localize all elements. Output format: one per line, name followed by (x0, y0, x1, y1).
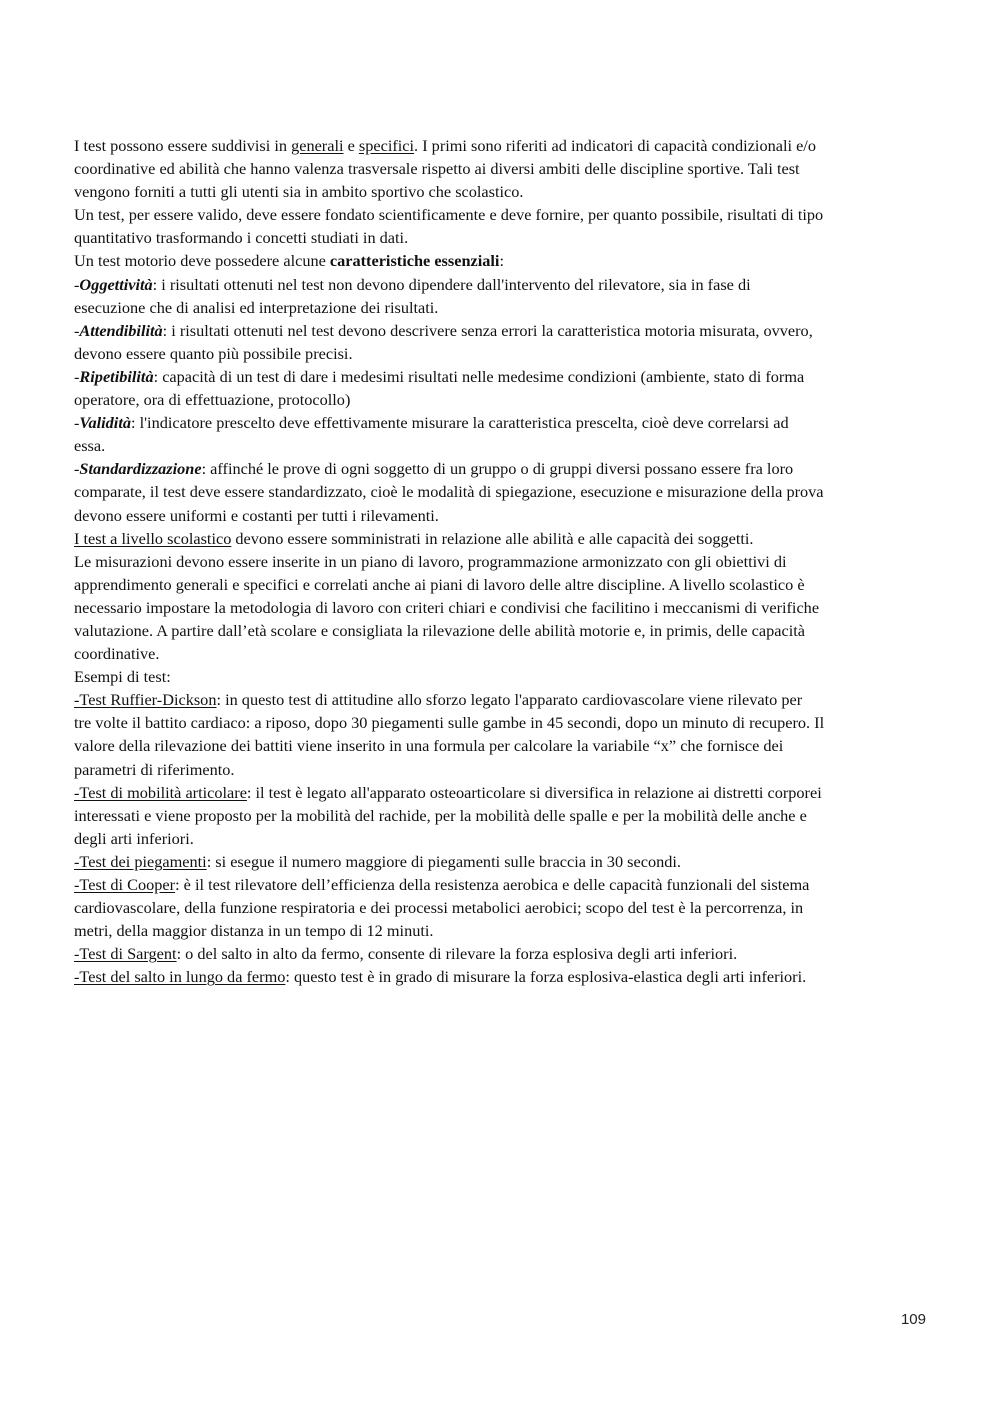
text-line (74, 734, 934, 757)
text-line (74, 273, 934, 296)
text-run: esecuzione che di analisi ed interpretazione dei risultati. (74, 297, 439, 317)
text-run: valore della rilevazione dei battiti viene inserito in una formula per calcolare la variabile “x” che fornisce dei (74, 736, 784, 756)
text-run: apprendimento generali e specifici e correlati anche ai piani di lavoro delle altre discipline. A livello scolastico è (74, 574, 805, 594)
text-line (74, 226, 934, 249)
text-line (74, 134, 934, 157)
text-run: metri, della maggior distanza in un tempo di 12 minuti. (74, 921, 434, 941)
text-run: coordinative ed abilità che hanno valenza trasversale rispetto ai diversi ambiti delle discipline sportive. Tali test (74, 159, 800, 179)
text-run: quantitativo trasformando i concetti studiati in dati. (74, 228, 409, 248)
text-line (74, 480, 934, 503)
text-run: - (74, 459, 80, 479)
bold-italic-term: Oggettività (79, 274, 153, 294)
text-run: e (343, 136, 359, 155)
text-line (74, 942, 934, 965)
bold-term: caratteristiche essenziali (329, 251, 500, 271)
text-run: Un test, per essere valido, deve essere fondato scientificamente e deve fornire, per quanto possibile, risultati di tipo (74, 205, 824, 225)
text-run: : capacità di un test di dare i medesimi risultati nelle medesime condizioni (ambiente, stato di forma (153, 366, 805, 386)
text-line (74, 850, 934, 873)
text-line (74, 388, 934, 411)
text-line (74, 249, 934, 272)
text-line (74, 896, 934, 919)
text-run: : è il test rilevatore dell’efficienza della resistenza aerobica e delle capacità funzionali del sistema (175, 875, 810, 894)
text-run: devono essere somministrati in relazione alle abilità e alle capacità dei soggetti. (231, 528, 754, 548)
text-run: : questo test è in grado di misurare la forza esplosiva-elastica degli arti inferiori. (285, 967, 807, 987)
text-line (74, 203, 934, 226)
text-line (74, 504, 934, 527)
bold-italic-term: Validità (79, 413, 131, 433)
text-run: : il test è legato all'apparato osteoarticolare si diversifica in relazione ai distretti corporei (246, 782, 822, 802)
text-line (74, 527, 934, 550)
text-line (74, 804, 934, 827)
text-line (74, 642, 934, 665)
text-run: essa. (74, 436, 106, 456)
text-line (74, 342, 934, 365)
text-line (74, 180, 934, 203)
text-line (74, 157, 934, 180)
text-run: coordinative. (74, 644, 160, 664)
underlined-term: -Test di Cooper (74, 875, 176, 894)
text-run: comparate, il test deve essere standardizzato, cioè le modalità di spiegazione, esecuzione e misurazione della prova (74, 482, 824, 502)
text-run: Un test motorio deve possedere alcune (74, 251, 330, 271)
document-body (74, 134, 934, 988)
text-line (74, 319, 934, 342)
underlined-term: -Test di mobilità articolare (74, 782, 247, 802)
text-run: : o del salto in alto da fermo, consente di rilevare la forza esplosiva degli arti inferiori. (176, 944, 738, 964)
text-line (74, 711, 934, 734)
text-line (74, 596, 934, 619)
text-line (74, 573, 934, 596)
underlined-term: specifici (358, 136, 415, 155)
text-run: . I primi sono riferiti ad indicatori di capacità condizionali e/o (414, 136, 816, 155)
text-line (74, 873, 934, 896)
text-line (74, 411, 934, 434)
text-run: - (74, 413, 80, 433)
text-run: devono essere uniformi e costanti per tutti i rilevamenti. (74, 505, 439, 525)
text-line (74, 365, 934, 388)
text-run: : si esegue il numero maggiore di piegamenti sulle braccia in 30 secondi. (206, 851, 681, 871)
text-run: valutazione. A partire dall’età scolare e consigliata la rilevazione delle abilità motorie e, in primis, delle capacità (74, 620, 805, 640)
text-line (74, 550, 934, 573)
underlined-term: I test a livello scolastico (74, 528, 232, 548)
bold-italic-term: Ripetibilità (79, 366, 154, 386)
text-run: : i risultati ottenuti nel test non devono dipendere dall'intervento del rilevatore, sia in fase di (152, 274, 751, 294)
page-number: 109 (900, 1311, 926, 1328)
text-run: necessario impostare la metodologia di lavoro con criteri chiari e condivisi che facilitino i meccanismi di verifiche (74, 597, 820, 617)
text-line (74, 619, 934, 642)
text-run: - (74, 274, 80, 294)
text-run: degli arti inferiori. (74, 828, 194, 848)
underlined-term: -Test di Sargent (74, 944, 177, 964)
text-run: parametri di riferimento. (74, 759, 235, 779)
text-run: - (74, 366, 80, 386)
text-line (74, 688, 934, 711)
underlined-term: -Test Ruffier-Dickson (74, 690, 217, 710)
text-run: interessati e viene proposto per la mobilità del rachide, per la mobilità delle spalle e per la mobilità delle anche e (74, 805, 807, 825)
text-run: operatore, ora di effettuazione, protocollo) (74, 390, 351, 410)
text-line (74, 965, 934, 988)
text-run: - (74, 320, 80, 340)
text-line (74, 919, 934, 942)
text-run: Le misurazioni devono essere inserite in un piano di lavoro, programmazione armonizzato con gli obiettivi di (74, 551, 787, 571)
underlined-term: generali (291, 136, 344, 155)
text-run: : (499, 251, 504, 271)
text-line (74, 296, 934, 319)
bold-italic-term: Attendibilità (79, 320, 163, 340)
text-run: cardiovascolare, della funzione respiratoria e dei processi metabolici aerobici; scopo del test è la percorrenza, in (74, 898, 804, 918)
underlined-term: -Test dei piegamenti (74, 851, 207, 871)
text-line (74, 827, 934, 850)
text-line (74, 758, 934, 781)
text-run: devono essere quanto più possibile precisi. (74, 343, 353, 363)
bold-italic-term: Standardizzazione (79, 459, 202, 479)
text-run: Esempi di test: (74, 667, 171, 687)
text-run: tre volte il battito cardiaco: a riposo, dopo 30 piegamenti sulle gambe in 45 secondi, dopo un minuto di recupero. Il (74, 713, 825, 733)
text-line (74, 781, 934, 804)
text-line (74, 434, 934, 457)
text-run: : i risultati ottenuti nel test devono descrivere senza errori la caratteristica motoria misurata, ovvero, (162, 320, 813, 340)
text-run: I test possono essere suddivisi in (74, 136, 292, 155)
text-run: : affinché le prove di ogni soggetto di un gruppo o di gruppi diversi possano essere fra loro (201, 459, 794, 479)
text-run: : l'indicatore prescelto deve effettivamente misurare la caratteristica prescelta, cioè deve correlarsi ad (131, 413, 789, 433)
text-run: vengono forniti a tutti gli utenti sia in ambito sportivo che scolastico. (74, 182, 524, 202)
text-run: : in questo test di attitudine allo sforzo legato l'apparato cardiovascolare viene rilevato per (216, 690, 803, 710)
text-line (74, 665, 934, 688)
text-line (74, 457, 934, 480)
underlined-term: -Test del salto in lungo da fermo (74, 967, 286, 987)
